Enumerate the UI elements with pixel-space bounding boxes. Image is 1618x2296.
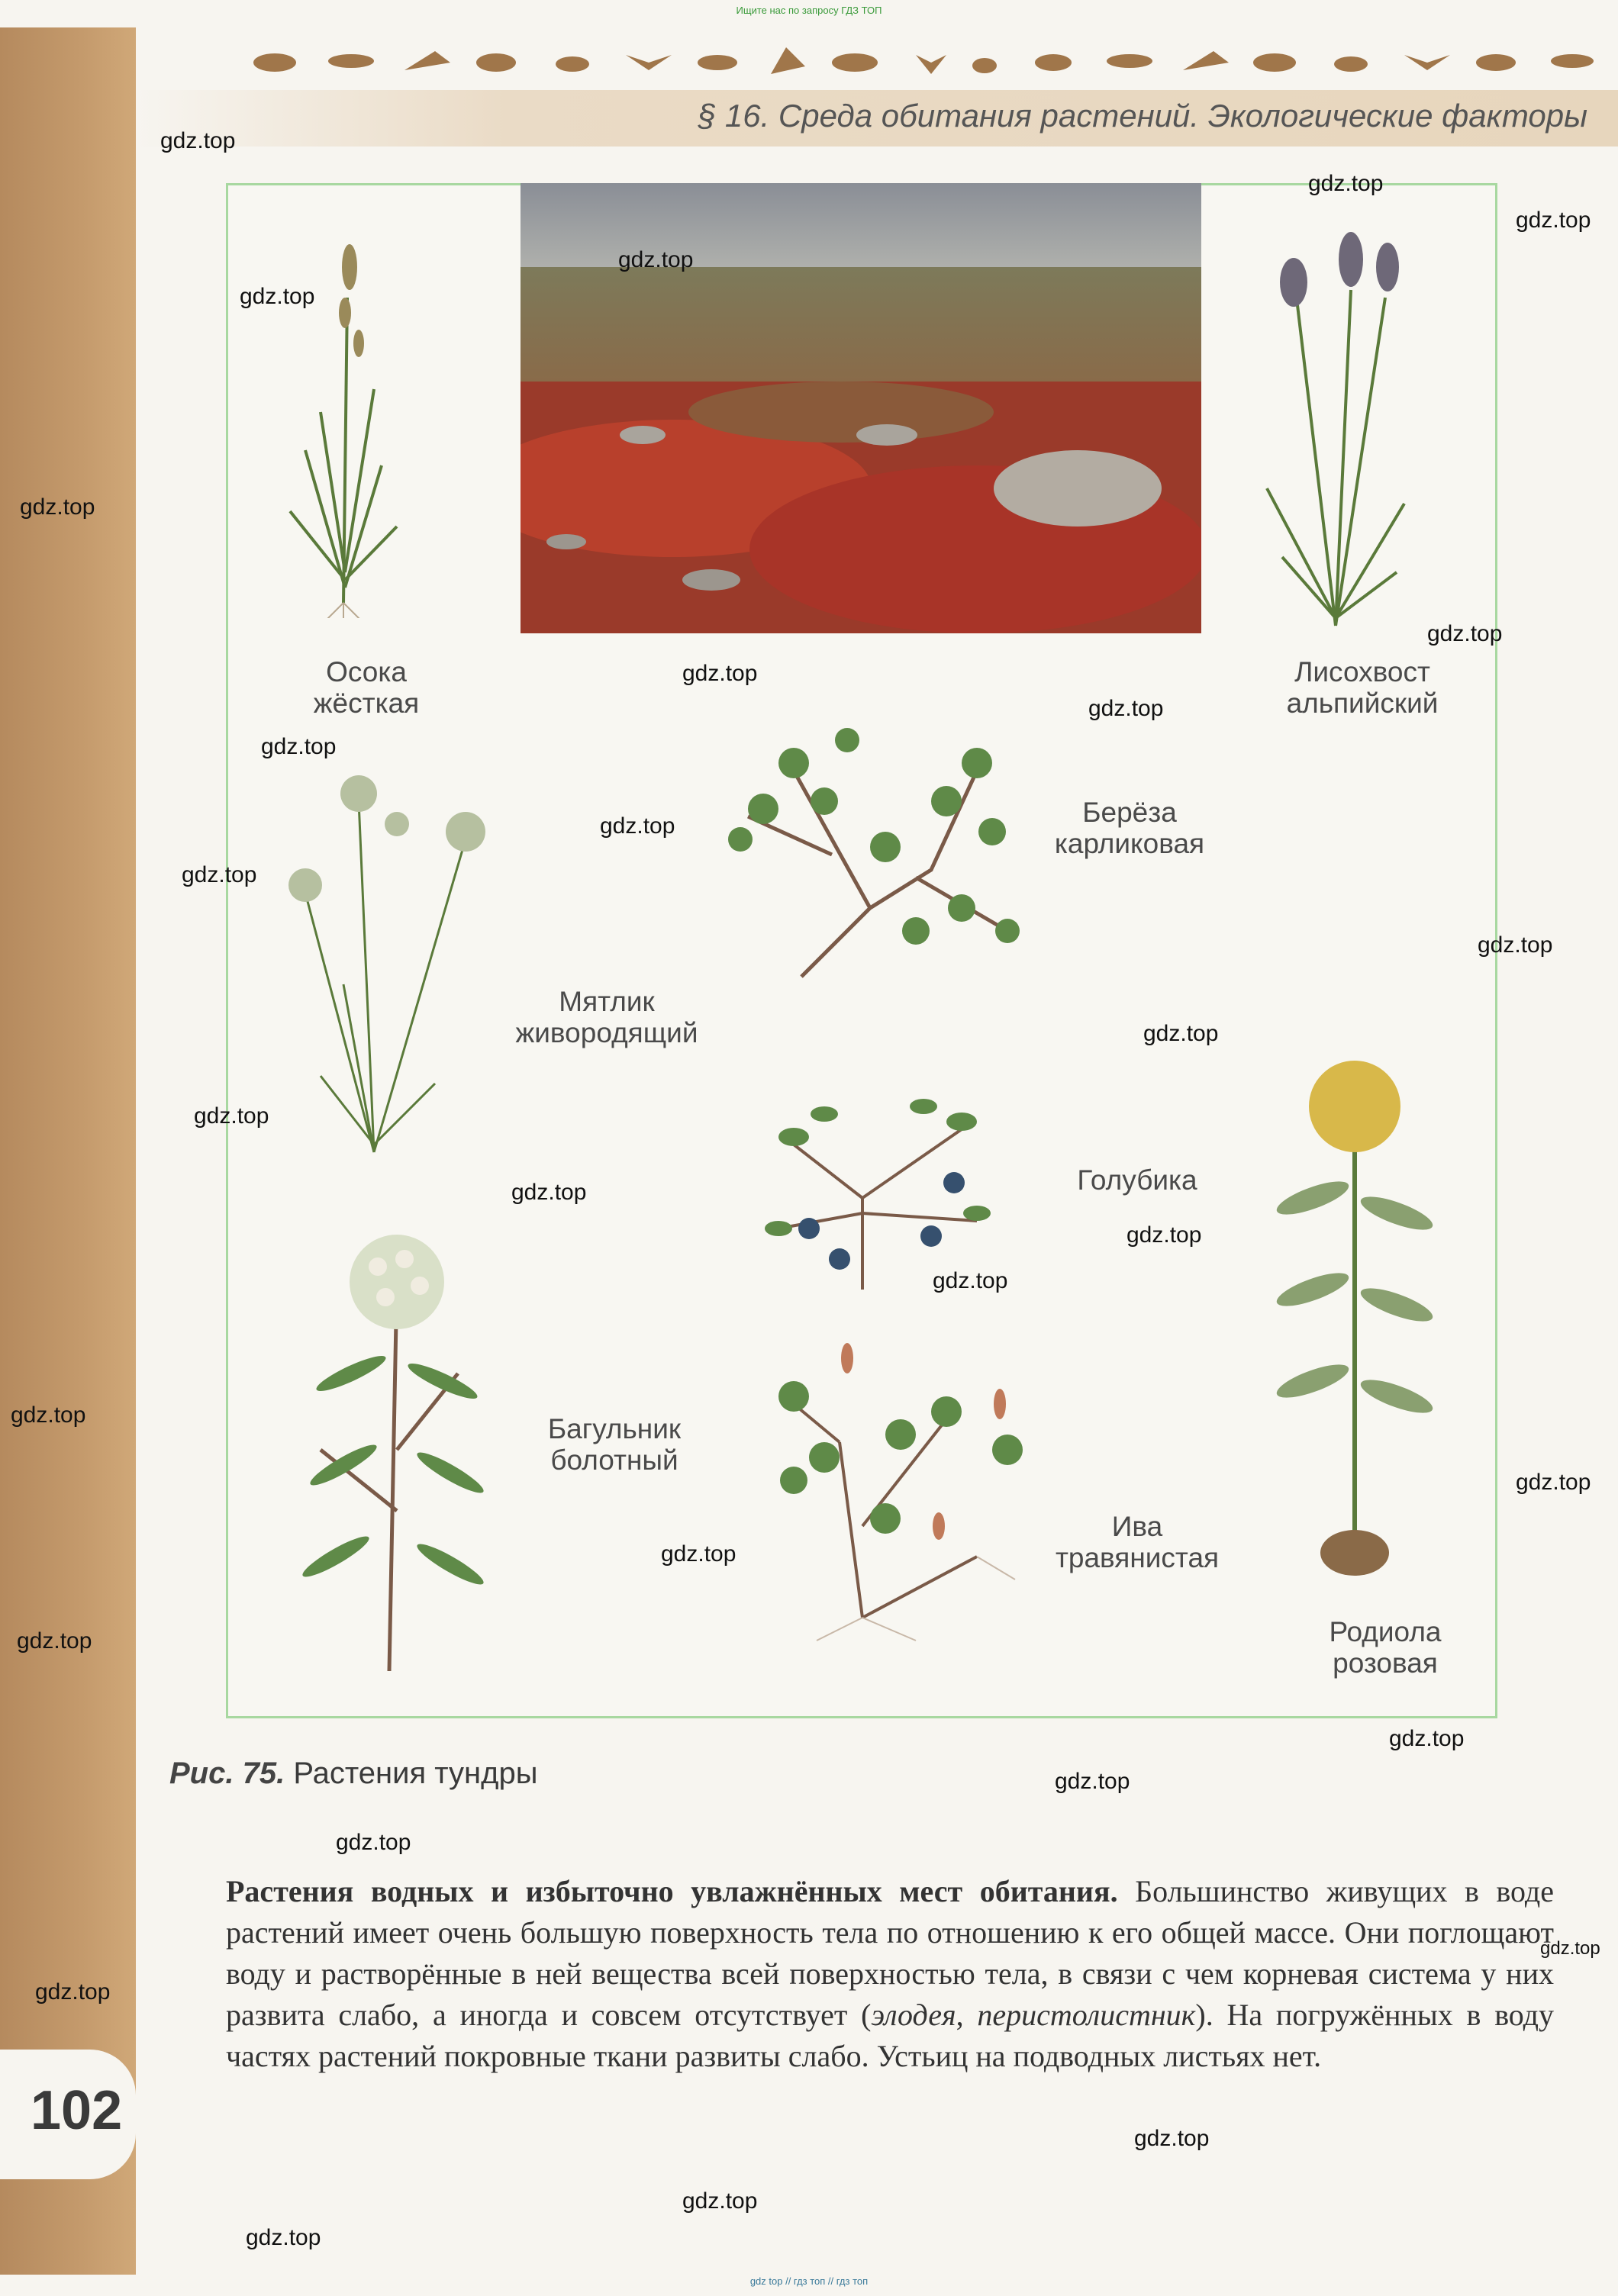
watermark: gdz.top	[1389, 1726, 1465, 1751]
watermark: gdz.top	[600, 813, 675, 839]
label-roseroot: Родиола розовая	[1329, 1616, 1442, 1679]
book-spine	[0, 27, 136, 2275]
watermark: gdz.top	[1308, 171, 1384, 196]
figure-caption-text: Растения тундры	[293, 1757, 538, 1790]
watermark: gdz.top	[20, 494, 95, 520]
alpine-foxtail-illustration	[1252, 214, 1420, 641]
section-title: § 16. Среда обитания растений. Экологические факторы	[698, 98, 1587, 134]
watermark: gdz.top	[1516, 208, 1591, 233]
bottom-banner: gdz top // гдз топ // гдз топ	[749, 2275, 869, 2287]
label-alpine-foxtail: Лисохвост альпийский	[1286, 656, 1439, 719]
watermark: gdz.top	[933, 1268, 1008, 1293]
roseroot-illustration	[1267, 1045, 1442, 1580]
body-paragraph	[226, 1871, 1554, 2077]
term-separator: ,	[956, 1998, 978, 2032]
watermark: gdz.top	[1540, 1938, 1600, 1959]
watermark: gdz.top	[1143, 1021, 1219, 1046]
label-labrador-tea: Багульник болотный	[547, 1413, 682, 1476]
watermark: gdz.top	[261, 734, 337, 759]
watermark: gdz.top	[1055, 1769, 1130, 1794]
label-meadow-grass: Мятлик живородящий	[515, 986, 698, 1048]
page-number: 102	[31, 2080, 123, 2141]
label-bog-bilberry: Голубика	[1077, 1164, 1197, 1196]
watermark: gdz.top	[1126, 1222, 1202, 1248]
watermark: gdz.top	[194, 1103, 269, 1129]
watermark: gdz.top	[511, 1180, 587, 1205]
watermark: gdz.top	[1427, 621, 1503, 646]
watermark: gdz.top	[17, 1628, 92, 1654]
label-sedge: Осока жёсткая	[313, 656, 420, 719]
watermark: gdz.top	[160, 128, 236, 153]
label-dwarf-birch: Берёза карликовая	[1054, 797, 1205, 859]
watermark: gdz.top	[35, 1979, 111, 2005]
term-elodea: элодея	[871, 1998, 956, 2032]
watermark: gdz.top	[336, 1830, 411, 1855]
animal-silhouettes-decoration	[244, 32, 1618, 85]
top-banner: Ищите нас по запросу ГДЗ ТОП	[736, 5, 882, 16]
paragraph-heading: Растения водных и избыточно увлажнённых мест обитания.	[226, 1874, 1118, 1908]
paragraph-text-1: Большинство живущих в воде растений имеет очень большую поверхность тела по отношению к его общей массе. Они поглощают воду и растворённые в ней вещества всей поверхностью тела, в связи с чем корневая система у них развита слабо, а иногда и совсем отсутствует (	[226, 1874, 1555, 2032]
watermark: gdz.top	[1088, 696, 1164, 721]
watermark: gdz.top	[682, 2188, 758, 2214]
dwarf-willow-illustration	[748, 1328, 1068, 1648]
watermark: gdz.top	[1516, 1470, 1591, 1495]
viviparous-meadow-grass-illustration	[275, 755, 519, 1167]
watermark: gdz.top	[618, 247, 694, 272]
dwarf-birch-illustration	[717, 679, 1038, 1007]
bog-bilberry-illustration	[748, 1084, 1007, 1297]
marsh-labrador-tea-illustration	[290, 1221, 504, 1679]
watermark: gdz.top	[1134, 2126, 1210, 2151]
label-dwarf-willow: Ива травянистая	[1055, 1511, 1220, 1573]
watermark: gdz.top	[240, 284, 315, 309]
watermark: gdz.top	[682, 661, 758, 686]
paragraph-text-2: ). На погружённых в воду частях растений покровные ткани развиты слабо. Устьиц на подводных листьях нет.	[226, 1998, 1555, 2073]
watermark: gdz.top	[11, 1402, 86, 1428]
figure-caption	[169, 1757, 537, 1791]
watermark: gdz.top	[182, 862, 257, 887]
watermark: gdz.top	[246, 2225, 321, 2250]
watermark: gdz.top	[661, 1541, 736, 1567]
watermark: gdz.top	[1478, 932, 1553, 958]
term-watermilfoil: перистолистник	[977, 1998, 1196, 2032]
sedge-illustration	[275, 221, 412, 618]
figure-number: Рис. 75.	[169, 1757, 285, 1790]
